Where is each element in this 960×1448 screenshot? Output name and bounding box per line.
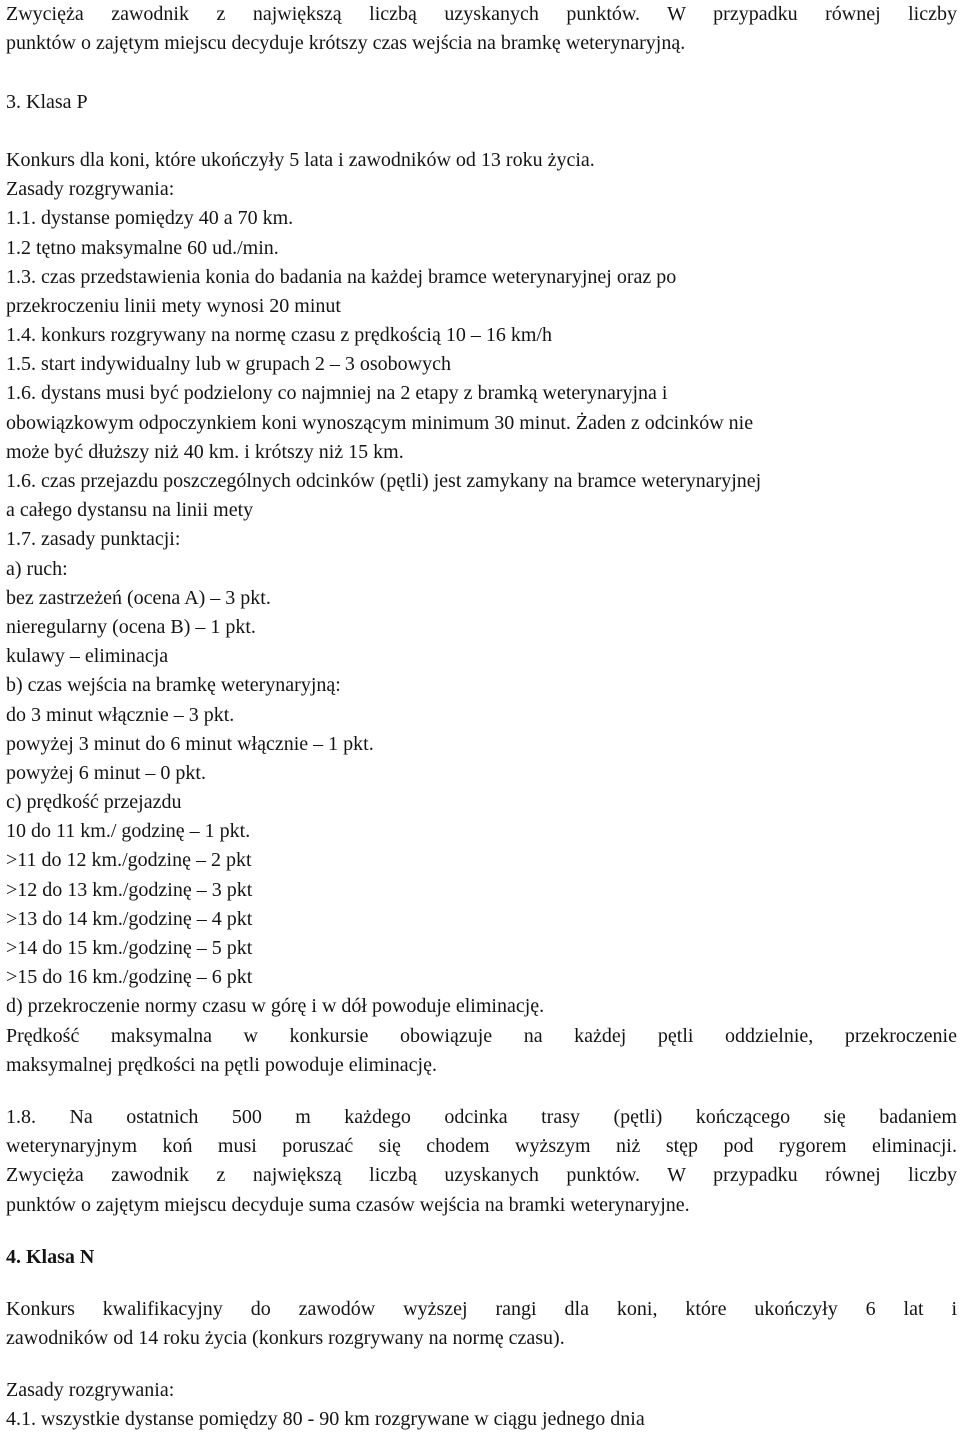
scoring-c-item-4: >13 do 14 km./godzinę – 4 pkt xyxy=(6,907,253,930)
spacer xyxy=(6,1220,957,1243)
rule-1-8-line-2: weterynaryjnym koń musi poruszać się chodem wyższym niż stęp pod rygorem eliminacji. xyxy=(6,1135,957,1158)
scoring-a-item-1: bez zastrzeżeń (ocena A) – 3 pkt. xyxy=(6,586,271,609)
klasa-n-intro-line-2: zawodników od 14 roku życia (konkurs rozgrywany na normę czasu). xyxy=(6,1327,565,1350)
scoring-b-item-2: powyżej 3 minut do 6 minut włącznie – 1 pkt. xyxy=(6,732,374,755)
max-speed-line-2: maksymalnej prędkości na pętli powoduje eliminację. xyxy=(6,1053,437,1076)
klasa-p-intro: Konkurs dla koni, które ukończyły 5 lata i zawodników od 13 roku życia. xyxy=(6,148,595,171)
scoring-b-label: b) czas wejścia na bramkę weterynaryjną: xyxy=(6,674,341,697)
rule-1-2: 1.2 tętno maksymalne 60 ud./min. xyxy=(6,236,279,259)
rule-1-5: 1.5. start indywidualny lub w grupach 2 – 3 osobowych xyxy=(6,353,451,376)
scoring-a-label: a) ruch: xyxy=(6,557,68,580)
rule-1-8-line-4: punktów o zajętym miejscu decyduje suma czasów wejścia na bramki weterynaryjne. xyxy=(6,1193,690,1216)
klasa-n-rules-label: Zasady rozgrywania: xyxy=(6,1379,175,1402)
max-speed-line-1: Prędkość maksymalna w konkursie obowiązuje na każdej pętli oddzielnie, przekroczenie xyxy=(6,1024,957,1047)
rule-1-6a-line-3: może być dłuższy niż 40 km. i krótszy niż 15 km. xyxy=(6,440,404,463)
spacer xyxy=(6,1080,957,1103)
rule-1-6b-line-2: a całego dystansu na linii mety xyxy=(6,499,254,522)
klasa-n-intro-line-1: Konkurs kwalifikacyjny do zawodów wyższej rangi dla koni, które ukończyły 6 lat i xyxy=(6,1297,957,1320)
scoring-b-item-3: powyżej 6 minut – 0 pkt. xyxy=(6,761,206,784)
spacer xyxy=(6,117,957,146)
scoring-c-item-6: >15 do 16 km./godzinę – 6 pkt xyxy=(6,966,253,989)
spacer xyxy=(6,1353,957,1376)
rule-1-6b-line-1: 1.6. czas przejazdu poszczególnych odcinków (pętli) jest zamykany na bramce weterynaryjnej xyxy=(6,470,762,492)
rule-1-4: 1.4. konkurs rozgrywany na normę czasu z prędkością 10 – 16 km/h xyxy=(6,324,552,347)
scoring-c-item-3: >12 do 13 km./godzinę – 3 pkt xyxy=(6,878,253,901)
rule-1-8-line-1: 1.8. Na ostatnich 500 m każdego odcinka trasy (pętli) kończącego się badaniem xyxy=(6,1105,957,1128)
scoring-b-item-1: do 3 minut włącznie – 3 pkt. xyxy=(6,703,235,726)
rule-4-1: 4.1. wszystkie dystanse pomiędzy 80 - 90 km rozgrywane w ciągu jednego dnia xyxy=(6,1408,645,1431)
rule-1-6a-line-1: 1.6. dystans musi być podzielony co najmniej na 2 etapy z bramką weterynaryjna i xyxy=(6,382,668,405)
scoring-a-item-3: kulawy – eliminacja xyxy=(6,645,169,668)
rule-1-8-line-3: Zwycięża zawodnik z największą liczbą uzyskanych punktów. W przypadku równej liczby xyxy=(6,1164,957,1187)
scoring-c-item-5: >14 do 15 km./godzinę – 5 pkt xyxy=(6,937,253,959)
rule-1-3-line-2: przekroczeniu linii mety wynosi 20 minut xyxy=(6,294,341,317)
spacer xyxy=(6,58,957,87)
rules-label: Zasady rozgrywania: xyxy=(6,178,175,201)
rule-1-1: 1.1. dystanse pomiędzy 40 a 70 km. xyxy=(6,207,294,230)
scoring-a-item-2: nieregularny (ocena B) – 1 pkt. xyxy=(6,615,256,638)
rule-1-7: 1.7. zasady punktacji: xyxy=(6,528,181,551)
rule-1-3-line-1: 1.3. czas przedstawienia konia do badania na każdej bramce weterynaryjnej oraz po xyxy=(6,265,677,288)
scoring-d-label: d) przekroczenie normy czasu w górę i w dół powoduje eliminację. xyxy=(6,995,545,1018)
rule-1-6a-line-2: obowiązkowym odpoczynkiem koni wynoszącym minimum 30 minut. Żaden z odcinków nie xyxy=(6,411,754,434)
section-heading-klasa-n: 4. Klasa N xyxy=(6,1245,95,1268)
winner-rule-line-1: Zwycięża zawodnik z największą liczbą uzyskanych punktów. W przypadku równej liczby xyxy=(6,3,957,25)
winner-rule-line-2: punktów o zajętym miejscu decyduje krótszy czas wejścia na bramkę weterynaryjną. xyxy=(6,32,686,55)
scoring-c-item-2: >11 do 12 km./godzinę – 2 pkt xyxy=(6,849,252,872)
scoring-c-item-1: 10 do 11 km./ godzinę – 1 pkt. xyxy=(6,820,251,843)
scoring-c-label: c) prędkość przejazdu xyxy=(6,791,182,814)
section-heading-klasa-p: 3. Klasa P xyxy=(6,90,88,113)
spacer xyxy=(6,1272,957,1295)
